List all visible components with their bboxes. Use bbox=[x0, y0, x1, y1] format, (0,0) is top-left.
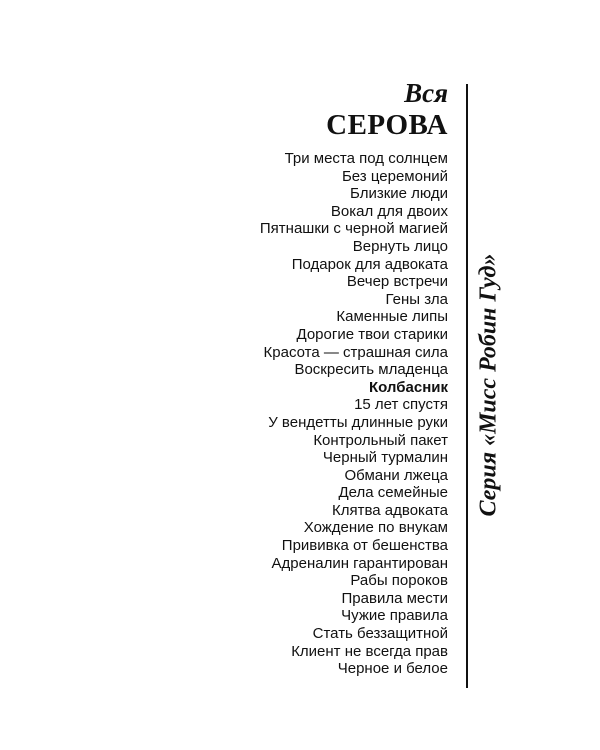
book-title: Черный турмалин bbox=[322, 449, 448, 467]
book-title: Подарок для адвоката bbox=[291, 255, 448, 273]
book-title: Пятнашки с черной магией bbox=[259, 220, 448, 238]
book-title: Вокал для двоих bbox=[330, 202, 448, 220]
book-title: Без церемоний bbox=[341, 167, 448, 185]
book-title: 15 лет спустя bbox=[354, 396, 448, 414]
book-title: Вечер встречи bbox=[346, 273, 448, 291]
heading-all: Вся bbox=[404, 78, 448, 108]
book-title: Стать беззащитной bbox=[312, 625, 448, 643]
book-title: Дела семейные bbox=[338, 484, 448, 502]
book-title: Близкие люди bbox=[350, 185, 448, 203]
book-title: Адреналин гарантирован bbox=[271, 554, 448, 572]
book-title-current: Колбасник bbox=[368, 378, 448, 396]
book-title: Дорогие твои старики bbox=[296, 325, 448, 343]
book-title: Клятва адвоката bbox=[332, 501, 448, 519]
book-title: У вендетты длинные руки bbox=[268, 413, 448, 431]
book-title: Правила мести bbox=[341, 589, 448, 607]
book-title: Красота — страшная сила bbox=[263, 343, 448, 361]
book-title: Прививка от бешенства bbox=[281, 537, 448, 555]
book-title: Гены зла bbox=[385, 290, 448, 308]
series-label: Серия «Мисс Робин Гуд» bbox=[475, 253, 502, 517]
book-title-list bbox=[260, 150, 448, 678]
book-title: Контрольный пакет bbox=[313, 431, 448, 449]
book-title: Чужие правила bbox=[341, 607, 448, 625]
book-title: Каменные липы bbox=[336, 308, 448, 326]
author-name: СЕРОВА bbox=[326, 109, 448, 141]
book-title: Воскресить младенца bbox=[294, 361, 448, 379]
book-title: Вернуть лицо bbox=[352, 237, 448, 255]
book-title: Черное и белое bbox=[337, 660, 448, 678]
book-title: Хождение по внукам bbox=[303, 519, 448, 537]
book-title: Три места под солнцем bbox=[284, 150, 448, 167]
book-title: Клиент не всегда прав bbox=[291, 642, 448, 660]
book-title: Обмани лжеца bbox=[344, 466, 448, 484]
book-title: Рабы пороков bbox=[350, 572, 448, 590]
vertical-divider bbox=[466, 84, 468, 688]
